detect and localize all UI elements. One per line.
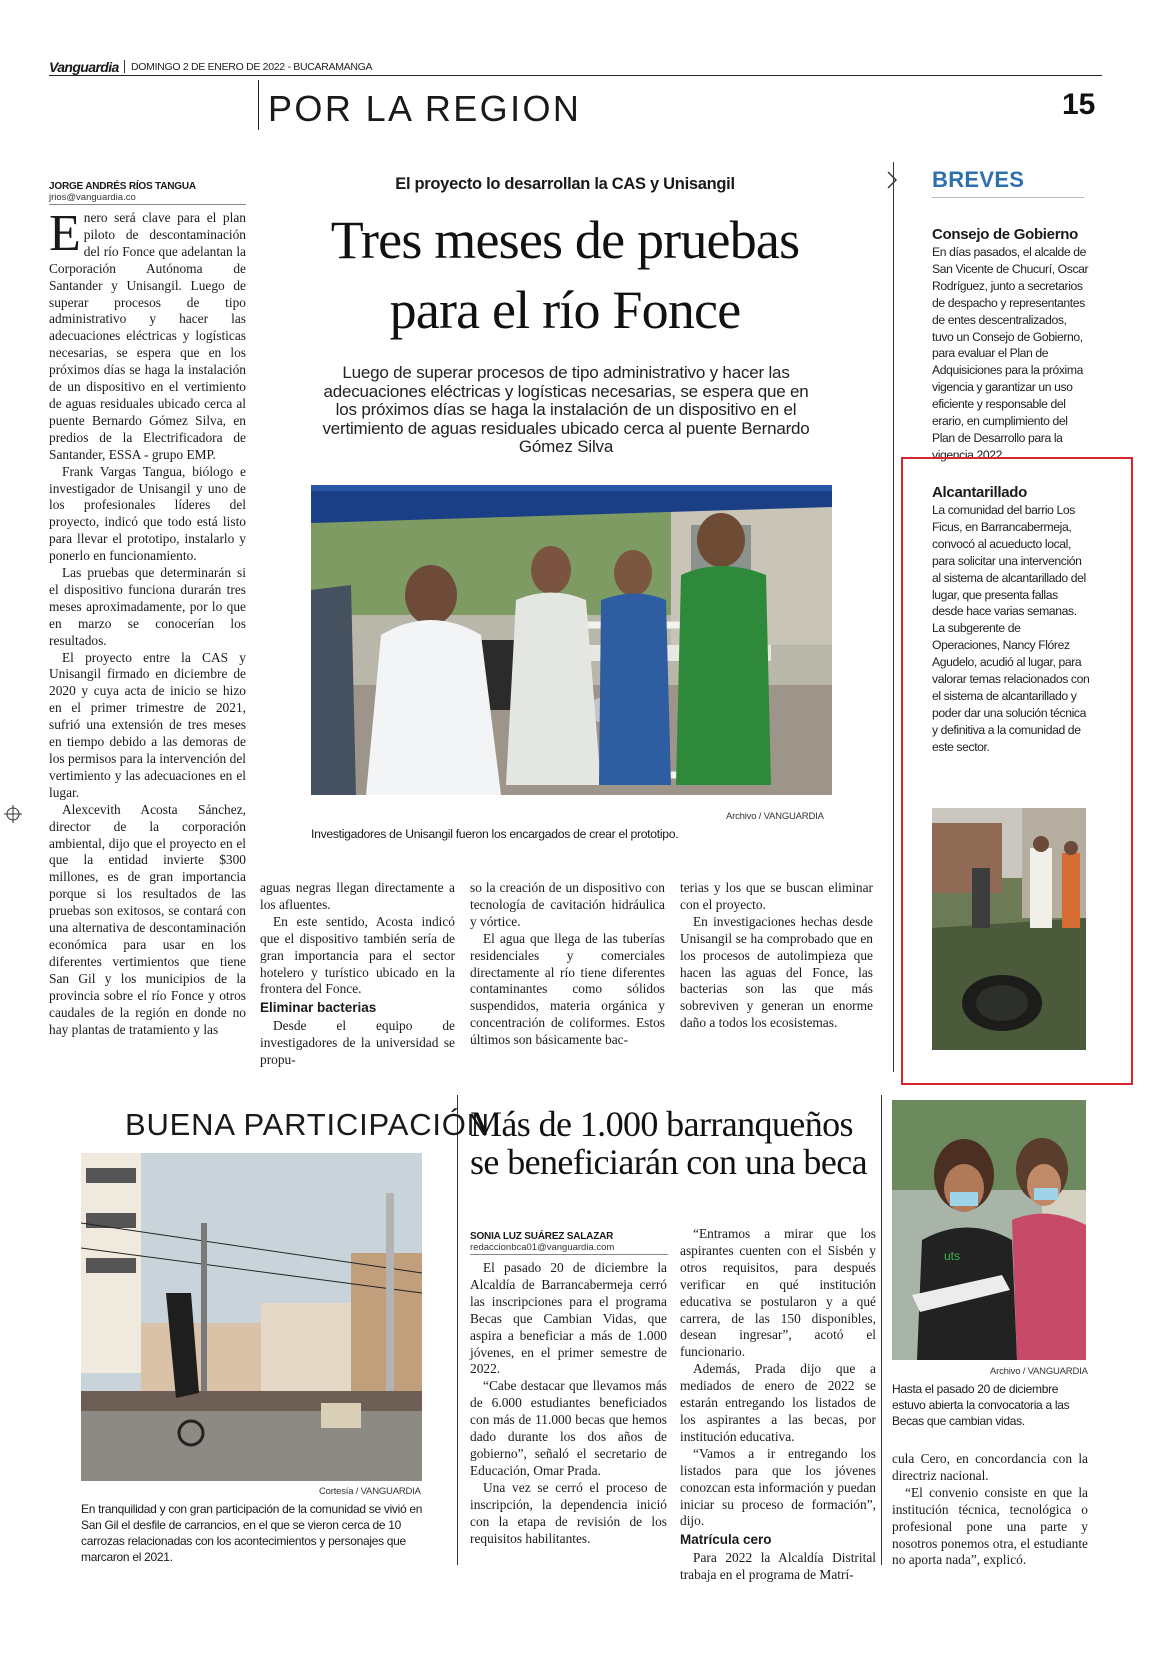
beca-col2-p4: Para 2022 la Alcaldía Distrital trabaja en el programa de Matrí-: [680, 1550, 876, 1583]
col1-p1: nero será clave para el plan piloto de descontaminación del río Fonce que adelantan la Corporación Autónoma de Santander y Unisangil. Luego de superar procesos de tipo administrativo y hacer las adecuaciones eléctricas y logísticas necesarias, se espera que en los próximos días se haga la instalación de un dispositivo en el vertimiento de aguas residuales ubicado cerca al puente Bernardo Gómez Silva, en predios de la Electrificadora de Santander, ESSA - grupo EMP.: [49, 210, 246, 462]
beca-col2-p3: “Vamos a ir entregando los listados para que los jóvenes conozcan esta información y puedan iniciar su proceso de formación”, dijo.: [680, 1445, 876, 1529]
page-number: 15: [1062, 88, 1096, 121]
masthead-divider: [124, 60, 125, 73]
main-col-1: [49, 205, 246, 1038]
beca-headline-line-1: Más de 1.000 barranqueños: [470, 1104, 853, 1144]
main-photo-caption: Investigadores de Unisangil fueron los encargados de crear el prototipo.: [311, 827, 679, 841]
dropcap: E: [49, 205, 81, 262]
breves-title: BREVES: [932, 167, 1025, 192]
headline-line-1: Tres meses de pruebas: [330, 210, 800, 270]
main-col-4: [680, 880, 873, 1032]
col3-p1: so la creación de un dispositivo con tecnología de cavitación hidráulica y vórtice.: [470, 880, 665, 929]
beca-col1-p2: “Cabe destacar que llevamos más de 6.000 estudiantes beneficiados con más de 11.000 becas que hemos dado durante los dos años de gobierno”, señaló el secretario de Educación, Omar Prada.: [470, 1378, 667, 1478]
header-rule: [49, 75, 1102, 76]
deck: Luego de superar procesos de tipo administrativo y hacer las adecuaciones eléctricas y logísticas necesarias, se espera que en los próximos días se haga la instalación de un dispositivo en el vertimiento de aguas residuales ubicado cerca al puente Bernardo Gómez Silva: [322, 363, 810, 456]
col1-p3: Las pruebas que determinarán si el dispositivo funciona durarán tres meses aproximadamente, por lo que en marzo se conocerían los resultados.: [49, 565, 246, 648]
breves-title-rule: [932, 197, 1084, 198]
beca-col-3: [892, 1451, 1088, 1569]
beca-col2-p1: “Entramos a mirar que los aspirantes cuenten con el Sisbén y otros requisitos, para después verificar en qué institución educativa se postularon y a qué carrera, de las 150 disponibles, desean ingresar”, acotó el funcionario.: [680, 1226, 876, 1360]
beca-col1-p3: Una vez se cerró el proceso de inscripción, la dependencia inició con la etapa de revisión de los requisitos habilitantes.: [470, 1479, 667, 1546]
beca-photo: [892, 1100, 1086, 1360]
beca-col-1: [470, 1260, 667, 1547]
headline: [260, 205, 870, 345]
beca-col3-p2: “El convenio consiste en que la institución técnica, tecnológica o profesional pone una parte y nosotros ponemos otra, el estudiante no aporta nada”, explicó.: [892, 1484, 1088, 1568]
participacion-photo: [81, 1153, 422, 1481]
breves-rule: [893, 162, 894, 1072]
col4-p1: terias y los que se buscan eliminar con el proyecto.: [680, 880, 873, 912]
brief-1-text: En días pasados, el alcalde de San Vicente de Chucurí, Oscar Rodríguez, junto a secretarios de despacho y representantes de entes descentralizados, tuvo un Consejo de Gobierno, para evaluar el Plan de Adquisiciones para la próxima vigencia y garantizar un uso eficiente y responsable del erario, en cumplimiento del Plan de Desarrollo para la vigencia 2022.: [932, 245, 1089, 462]
participacion-photo-credit: Cortesía / VANGUARDIA: [319, 1486, 421, 1497]
beca-photo-credit: Archivo / VANGUARDIA: [990, 1366, 1088, 1377]
beca-headline-line-2: se beneficiarán con una beca: [470, 1142, 867, 1182]
col1-p2: Frank Vargas Tangua, biólogo e investigador de Unisangil y uno de los profesionales líderes del proyecto, indicó que todo está listo para llevar el prototipo, instalarlo y ponerlo en funcionamiento.: [49, 463, 246, 564]
shirt-logo: uts: [944, 1249, 961, 1263]
breves-bracket-icon: [886, 170, 900, 190]
registration-mark-icon: [4, 805, 22, 823]
kicker: El proyecto lo desarrollan la CAS y Unisangil: [395, 175, 735, 193]
section-rule: [258, 80, 259, 130]
brief-2-text: La comunidad del barrio Los Ficus, en Barrancabermeja, convocó al acueducto local, para solicitar una intervención al sistema de alcantarillado del lugar, que presenta fallas desde hace varias semanas. La subgerente de Operaciones, Nancy Flórez Agudelo, acudió al lugar, para valorar temas relacionados con el sistema de alcantarillado y poder dar una solución técnica y definitiva a la comunidad de este sector.: [932, 503, 1090, 754]
beca-byline-rule: [470, 1254, 668, 1255]
beca-col-2: [680, 1226, 876, 1584]
col3-p2: El agua que llega de las tuberías residenciales y comerciales directamente al río tiene diferentes contaminantes como sólidos suspendidos, materia orgánica y concentración de coliformes. Estos últimos son básicamente bac-: [470, 930, 665, 1048]
subhead-eliminar-bacterias: Eliminar bacterias: [260, 1000, 377, 1016]
byline-email: jrios@vanguardia.co: [49, 192, 136, 203]
highlight-box: [901, 457, 1133, 1085]
beca-col1-p1: El pasado 20 de diciembre la Alcaldía de Barrancabermeja cerró las inscripciones para el programa Becas que Cambian Vidas, que aspira a beneficiar a más de 1.000 jóvenes, en el primer semestre de 2022.: [470, 1260, 667, 1377]
beca-photo-caption: Hasta el pasado 20 de diciembre estuvo abierta la convocatoria a las Becas que cambian vidas.: [892, 1382, 1070, 1428]
col2-p2: En este sentido, Acosta indicó que el dispositivo también sería de gran importancia para el sector hotelero y turístico ubicado en la frontera del Fonce.: [260, 913, 455, 997]
main-col-3: [470, 880, 665, 1049]
participacion-title: BUENA PARTICIPACIÓN: [125, 1107, 490, 1142]
col2-p1: aguas negras llegan directamente a los afluentes.: [260, 880, 455, 912]
byline: JORGE ANDRÉS RÍOS TANGUA: [49, 181, 196, 192]
bottom-divider-v: [457, 1095, 458, 1565]
beca-headline: [470, 1105, 880, 1181]
beca-byline-email: redaccionbca01@vanguardia.com: [470, 1242, 615, 1253]
col2-p3: Desde el equipo de investigadores de la universidad se propu-: [260, 1018, 455, 1068]
main-photo-illustration: [311, 485, 832, 795]
section-title: POR LA REGION: [268, 88, 582, 129]
headline-line-2: para el río Fonce: [389, 280, 741, 340]
col4-p2: En investigaciones hechas desde Unisangil se ha comprobado que en los procesos de autolimpieza que hacen las aguas del Fonce, las bacterias son las que más sobreviven y generan un enorme daño a todos los ecosistemas.: [680, 913, 873, 1031]
subhead-matricula-cero: Matrícula cero: [680, 1532, 772, 1548]
col1-p4: El proyecto entre la CAS y Unisangil firmado en diciembre de 2020 y cuya acta de inicio se hizo en el primer trimestre de 2021, sufrió una extensión de tres meses en tiempo debido a las demoras de los permisos para la intervención del vertimiento y las adecuaciones en el lugar.: [49, 649, 246, 800]
masthead-logo: Vanguardia: [49, 59, 119, 75]
masthead-date: DOMINGO 2 DE ENERO DE 2022 - BUCARAMANGA: [131, 61, 373, 73]
brief-2-title: Alcantarillado: [932, 484, 1027, 501]
main-col-2: [260, 880, 455, 1069]
participacion-caption: En tranquilidad y con gran participación de la comunidad se vivió en San Gil el desfile de carrancios, en el que se vieron cerca de 10 carrozas relacionadas con los acontecimientos y personajes que marcaron el 2021.: [81, 1502, 423, 1564]
beca-col2-p2: Además, Prada dijo que a mediados de enero de 2022 se estarán entregando los listados de los aspirantes a las becas, por institución educativa.: [680, 1361, 876, 1444]
main-photo: [311, 485, 832, 795]
main-photo-credit: Archivo / VANGUARDIA: [726, 811, 824, 822]
brief-1-title: Consejo de Gobierno: [932, 226, 1078, 243]
col1-p5: Alexcevith Acosta Sánchez, director de la corporación ambiental, dijo que el proyecto en el que la entidad invierte $300 millones, es de gran importancia porque si los resultados de las pruebas son exitosos, se contará con una alternativa de descontaminación económica para usar en los diferentes vertimientos que tiene San Gil y los municipios de la provincia sobre el río Fonce y otros caudales de la región en donde no hay plantas de tratamiento y las: [49, 801, 246, 1037]
bottom-divider-v2: [881, 1095, 882, 1565]
beca-col3-p1: cula Cero, en concordancia con la directriz nacional.: [892, 1451, 1088, 1483]
beca-byline: SONIA LUZ SUÁREZ SALAZAR: [470, 1231, 614, 1242]
